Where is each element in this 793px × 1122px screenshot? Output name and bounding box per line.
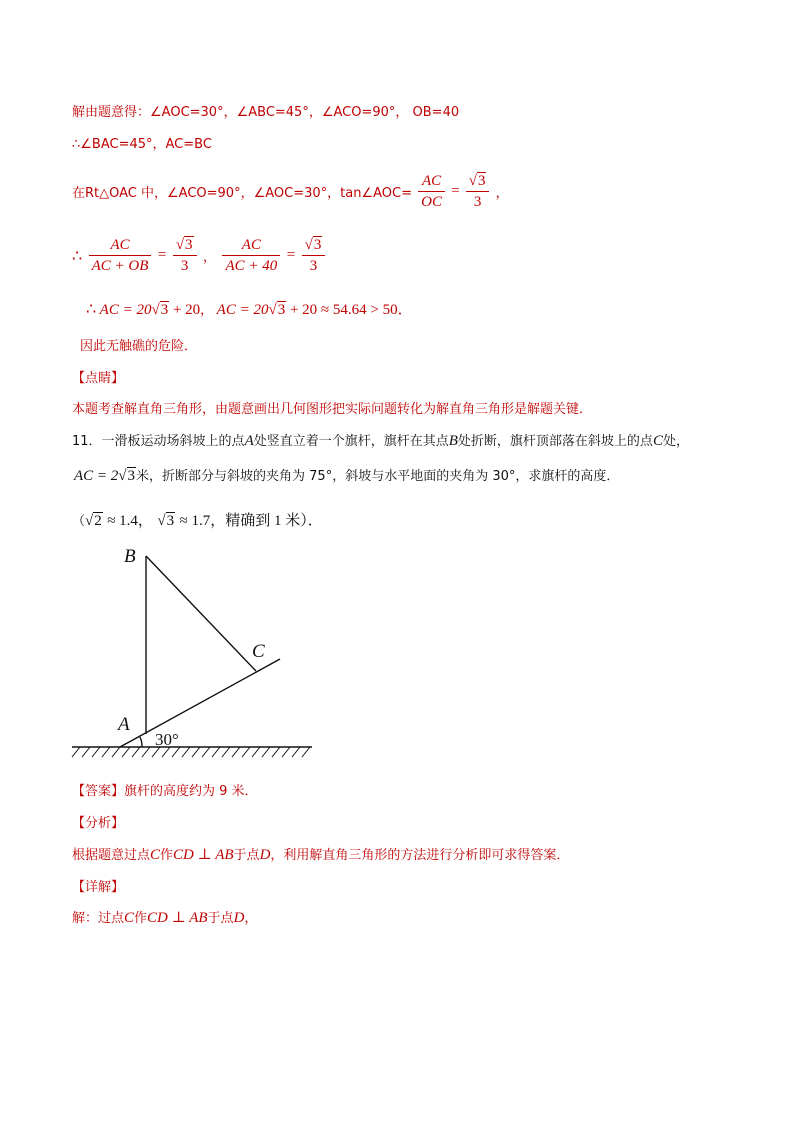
sqrt-arg: 3 xyxy=(185,237,193,253)
fraction-ac-over-oc xyxy=(418,172,445,211)
fraction-sqrt3-over-3: $\frac{√3}{3}$ xyxy=(173,236,197,275)
point-d: D xyxy=(233,910,245,926)
therefore-bac-line: ∴∠BAC=45°，AC=BC xyxy=(72,137,212,152)
problem-text: 处， xyxy=(662,434,689,449)
frac-numerator: AC xyxy=(418,172,445,192)
sqrt-arg: 2 xyxy=(94,513,102,529)
frac-denominator: AC + OB xyxy=(91,258,149,274)
comma: ， xyxy=(200,303,214,318)
detail-text: 解：过点C作CD ⊥ AB于点D， xyxy=(72,910,258,926)
angle-30-label: 30° xyxy=(155,730,179,749)
ac-value: AC = 2 xyxy=(74,468,119,484)
rt-triangle-line xyxy=(72,172,509,211)
result-1-tail: + 20 xyxy=(172,302,201,318)
problem-number: 11． xyxy=(72,434,102,449)
frac-denominator: 3 xyxy=(180,258,189,274)
conclusion: 因此无触礁的危险． xyxy=(80,339,198,354)
fraction-ac-over-ac-plus-ob xyxy=(89,236,152,275)
sqrt-arg: 3 xyxy=(477,173,486,189)
problem-line-1 xyxy=(72,430,689,450)
sqrt-arg: 3 xyxy=(313,237,322,253)
answer-heading: 【答案】 xyxy=(72,784,125,799)
comma: ， xyxy=(203,250,217,265)
fraction-ac-over-ac-plus-40 xyxy=(222,236,280,275)
point-d: D xyxy=(259,847,271,863)
problem-text: 处折断，旗杆顶部落在斜坡上的点 xyxy=(457,434,653,449)
ground-hatching xyxy=(72,747,310,757)
equals-sign: = xyxy=(157,247,167,263)
answer-line xyxy=(72,780,258,799)
dianjing-heading: 【点睛】 xyxy=(72,371,125,386)
frac-numerator: AC xyxy=(89,236,152,256)
sqrt-arg: 3 xyxy=(127,468,136,484)
broken-part-bc xyxy=(146,556,256,671)
label-b: B xyxy=(124,546,136,567)
therefore-fractions-line xyxy=(72,236,327,275)
sqrt-arg: 3 xyxy=(277,302,286,318)
approx-2: ≈ 1.7，精确到 1 米）． xyxy=(179,513,323,529)
answer-text: 旗杆的高度约为 9 米． xyxy=(124,784,258,799)
point-c: C xyxy=(652,433,663,449)
frac-numerator: AC xyxy=(222,236,280,256)
frac-denominator: 3 xyxy=(309,258,318,274)
problem-line-2: AC = 2√3米，折断部分与斜坡的夹角为 75°，斜坡与水平地面的夹角为 30°，求旗杆的高度． xyxy=(74,468,620,484)
fraction-sqrt3-over-3 xyxy=(466,172,490,211)
comma: ， xyxy=(495,186,509,201)
angle-arc xyxy=(140,737,142,747)
period: ． xyxy=(397,302,413,318)
given-prefix: 解由题意得： xyxy=(72,105,151,120)
result-line: ∴ AC = 20√3 + 20， AC = 20√3 + 20 ≈ 54.64 > 50． xyxy=(86,301,413,318)
flagpole-figure xyxy=(60,540,330,765)
detail-heading: 【详解】 xyxy=(72,880,125,895)
point-b: B xyxy=(448,433,458,449)
rt-prefix: 在Rt△OAC 中，∠ACO=90°，∠AOC=30°，tan∠AOC= xyxy=(72,186,412,201)
perp-expression: CD ⊥ AB xyxy=(173,847,234,863)
label-a: A xyxy=(118,714,130,735)
result-1: AC = 20 xyxy=(99,302,152,318)
frac-denominator: 3 xyxy=(473,194,482,210)
fraction-sqrt3-over-3: $\frac{√3}{3}$ xyxy=(302,236,326,275)
equals-sign: = xyxy=(451,183,460,199)
dianjing-text: 本题考查解直角三角形，由题意画出几何图形把实际问题转化为解直角三角形是解题关键． xyxy=(72,402,593,417)
point-c: C xyxy=(124,910,135,926)
result-2: AC = 20 xyxy=(216,302,269,318)
slope-line xyxy=(120,659,280,747)
problem-line-3: （√2 ≈ 1.4， √3 ≈ 1.7，精确到 1 米）． xyxy=(72,513,323,529)
therefore-symbol: ∴ xyxy=(72,246,83,265)
problem-text: 处竖直立着一个旗杆，旗杆在其点 xyxy=(253,434,449,449)
given-values: ∠AOC=30°，∠ABC=45°，∠ACO=90°， OB=40 xyxy=(150,105,460,120)
sqrt-sign: √ xyxy=(468,173,477,189)
frac-denominator: OC xyxy=(421,194,442,210)
paren-open: （ xyxy=(72,514,86,529)
problem-text: 米，折断部分与斜坡的夹角为 75°，斜坡与水平地面的夹角为 30°，求旗杆的高度． xyxy=(136,469,620,484)
equals-sign: = xyxy=(286,247,296,263)
sqrt-arg: 3 xyxy=(160,302,169,318)
result-2-tail: + 20 ≈ 54.64 > 50 xyxy=(289,302,398,318)
approx-1: ≈ 1.4， xyxy=(107,513,153,529)
therefore-symbol: ∴ xyxy=(86,301,97,318)
frac-denominator: AC + 40 xyxy=(225,258,278,274)
problem-text: 一滑板运动场斜坡上的点 xyxy=(101,434,245,449)
point-a: A xyxy=(244,433,254,449)
point-c: C xyxy=(150,847,161,863)
perp-expression: CD ⊥ AB xyxy=(147,910,208,926)
given-line xyxy=(72,101,459,120)
label-c: C xyxy=(252,641,265,662)
analysis-text: 根据题意过点C作CD ⊥ AB于点D，利用解直角三角形的方法进行分析即可求得答案． xyxy=(72,847,570,863)
sqrt-arg: 3 xyxy=(166,513,175,529)
analysis-heading: 【分析】 xyxy=(72,816,125,831)
